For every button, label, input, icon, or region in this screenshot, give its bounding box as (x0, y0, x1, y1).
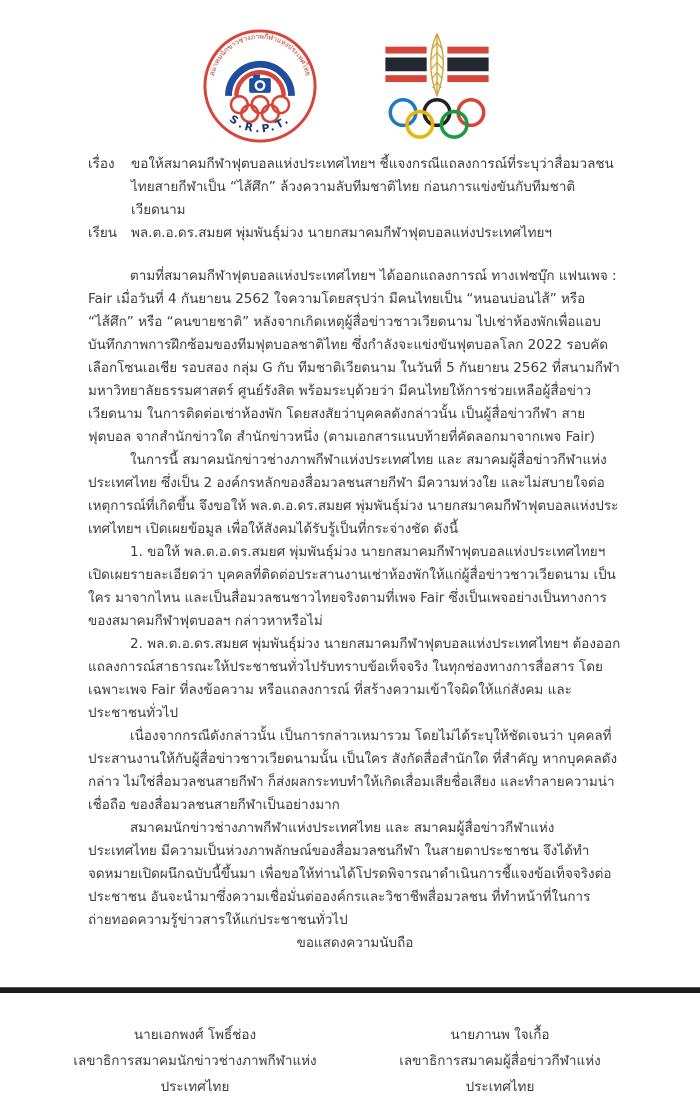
paragraph-1: ตามที่สมาคมกีฬาฟุตบอลแห่งประเทศไทยฯ ได้ออกแถลงการณ์ ทางเฟซบุ๊ก แฟนเพจ : Fair เมื่อวันที่ 4 กันยายน 2562 ใจความโดยสรุปว่า มีคนไทยเป็น “หนอนบ่อนไส้” หรือ “ไส้ศึก” หรือ “คนขายชาติ” หลังจากเกิดเหตุผู้สื่อข่าวชาวเวียดนาม ไปเช่าห้องพักเพื่อแอบบันทึกภาพการฝึกซ้อมของทีมฟุตบอลชาติไทย ซึ่งกำลังจะแข่งขันฟุตบอลโลก 2022 รอบคัดเลือกโซนเอเชีย รอบสอง กลุ่ม G กับ ทีมชาติเวียดนาม ในวันที่ 5 กันยายน 2562 ที่สนามกีฬามหาวิทยาลัยธรรมศาสตร์ ศูนย์รังสิต พร้อมระบุด้วยว่า มีคนไทยให้การช่วยเหลือผู้สื่อข่าวเวียดนาม ในการติดต่อเช่าห้องพัก โดยสงสัยว่าบุคคลดังกล่าวนั้น เป็นผู้สื่อข่าวกีฬา สายฟุตบอล จากสำนักข่าวใด สำนักข่าวหนึ่ง (ตามเอกสารแนบท้ายที่คัดลอกมาจากเพจ Fair) (88, 268, 620, 445)
signature-area (0, 1022, 700, 1100)
rice-ear-icon (431, 34, 444, 96)
signatory-name: นายเอกพงศ์ โพธิ์ช่อง (133, 1027, 257, 1043)
letter-body (73, 153, 622, 1100)
signature-block-right (375, 1022, 625, 1100)
subject-text: ขอให้สมาคมกีฬาฟุตบอลแห่งประเทศไทยฯ ชี้แจงกรณีแถลงการณ์ที่ระบุว่าสื่อมวลชนไทยสายกีฬาเป็น “ไส้ศึก” ล้วงความลับทีมชาติไทย ก่อนการแข่งขันกับทีมชาติเวียดนาม (131, 156, 614, 218)
paragraph-4: 2. พล.ต.อ.ดร.สมยศ พุ่มพันธุ์ม่วง นายกสมาคมกีฬาฟุตบอลแห่งประเทศไทยฯ ต้องออกแถลงการณ์สาธารณะให้ประชาชนทั่วไปรับทราบข้อเท็จจริง ในทุกช่องทางการสื่อสาร โดยเฉพาะเพจ Fair ที่ลงข้อความ หรือแถลงการณ์ ที่สร้างความเข้าใจผิดให้แก่สังคม และประชาชนทั่วไป (88, 636, 621, 721)
srpt-ring-text: สมาคมนักข่าวช่างภาพกีฬาแห่งประเทศไทย (207, 32, 313, 77)
attention-label: เรียน (88, 225, 118, 241)
srpt-acronym-text: S.R.P.T. (227, 112, 293, 136)
attention-text: พล.ต.อ.ดร.สมยศ พุ่มพันธุ์ม่วง นายกสมาคมกีฬาฟุตบอลแห่งประเทศไทยฯ (131, 225, 552, 241)
paragraph-3: 1. ขอให้ พล.ต.อ.ดร.สมยศ พุ่มพันธุ์ม่วง นายกสมาคมกีฬาฟุตบอลแห่งประเทศไทยฯ เปิดเผยรายละเอียดว่า บุคคลที่ติดต่อประสานงานเช่าห้องพักให้แก่ผู้สื่อข่าวชาวเวียดนาม เป็นใคร มาจากไหน และเป็นสื่อมวลชนชาวไทยจริงตามที่เพจ Fair ซึ่งเป็นเพจอย่างเป็นทางการของสมาคมกีฬาฟุตบอลฯ กล่าวหาหรือไม่ (88, 544, 616, 629)
olympic-rings-icon (390, 100, 483, 137)
paragraph-5: เนื่องจากกรณีดังกล่าวนั้น เป็นการกล่าวเหมารวม โดยไม่ได้ระบุให้ชัดเจนว่า บุคคลที่ประสานงานให้กับผู้สื่อข่าวชาวเวียดนามนั้น เป็นใคร สังกัดสื่อสำนักใด ที่สำคัญ หากบุคคลดังกล่าว ไม่ใช่สื่อมวลชนสายกีฬา ก็ส่งผลกระทบทำให้เกิดเสื่อมเสียชื่อเสียง และทำลายความน่าเชื่อถือ ของสื่อมวลชนสายกีฬาเป็นอย่างมาก (88, 728, 618, 813)
thai-flag-bars-left (385, 47, 426, 82)
signatory-title: เลขาธิการสมาคมผู้สื่อข่าวกีฬาแห่งประเทศไทย (399, 1053, 601, 1095)
signatory-title: เลขาธิการสมาคมนักข่าวช่างภาพกีฬาแห่งประเทศไทย (73, 1053, 317, 1095)
closing-salutation: ขอแสดงความนับถือ (296, 935, 414, 951)
srpt-association-logo-icon (199, 27, 321, 145)
subject-row (88, 153, 622, 222)
attention-row (88, 222, 622, 245)
signature-block-left (65, 1022, 325, 1100)
header-logos (0, 0, 700, 145)
signatory-name: นายภานพ ใจเกื้อ (450, 1027, 550, 1043)
olympic-committee-thailand-logo-icon (373, 27, 501, 145)
paragraph-6: สมาคมนักข่าวช่างภาพกีฬาแห่งประเทศไทย และ สมาคมผู้สื่อข่าวกีฬาแห่งประเทศไทย มีความเป็นห่วงภาพลักษณ์ของสื่อมวลชนกีฬา ในสายตาประชาชน จึงได้ทำจดหมายเปิดผนึกฉบับนี้ขึ้นมา เพื่อขอให้ท่านได้โปรดพิจารณาดำเนินการชี้แจงข้อเท็จจริงต่อประชาชน อันจะนำมาซึ่งความเชื่อมั่นต่อองค์กรและวิชาชีพสื่อมวลชน ที่ทำหน้าที่ในการถ่ายทอดความรู้ข่าวสารให้แก่ประชาชนทั่วไป (88, 820, 612, 928)
thai-flag-bars-right (447, 47, 488, 82)
subject-label: เรื่อง (88, 156, 115, 172)
paragraph-2: ในการนี้ สมาคมนักข่าวช่างภาพกีฬาแห่งประเทศไทย และ สมาคมผู้สื่อข่าวกีฬาแห่งประเทศไทย ซึ่งเป็น 2 องค์กรหลักของสื่อมวลชนสายกีฬา มีความห่วงใย และไม่สบายใจต่อเหตุการณ์ที่เกิดขึ้น จึงขอให้ พล.ต.อ.ดร.สมยศ พุ่มพันธุ์ม่วง นายกสมาคมกีฬาฟุตบอลแห่งประเทศไทยฯ เปิดเผยข้อมูล เพื่อให้สังคมได้รับรู้เป็นที่กระจ่างชัด ดังนี้ (88, 452, 619, 537)
paragraphs-section (88, 265, 622, 932)
page-bottom-border (0, 987, 700, 993)
